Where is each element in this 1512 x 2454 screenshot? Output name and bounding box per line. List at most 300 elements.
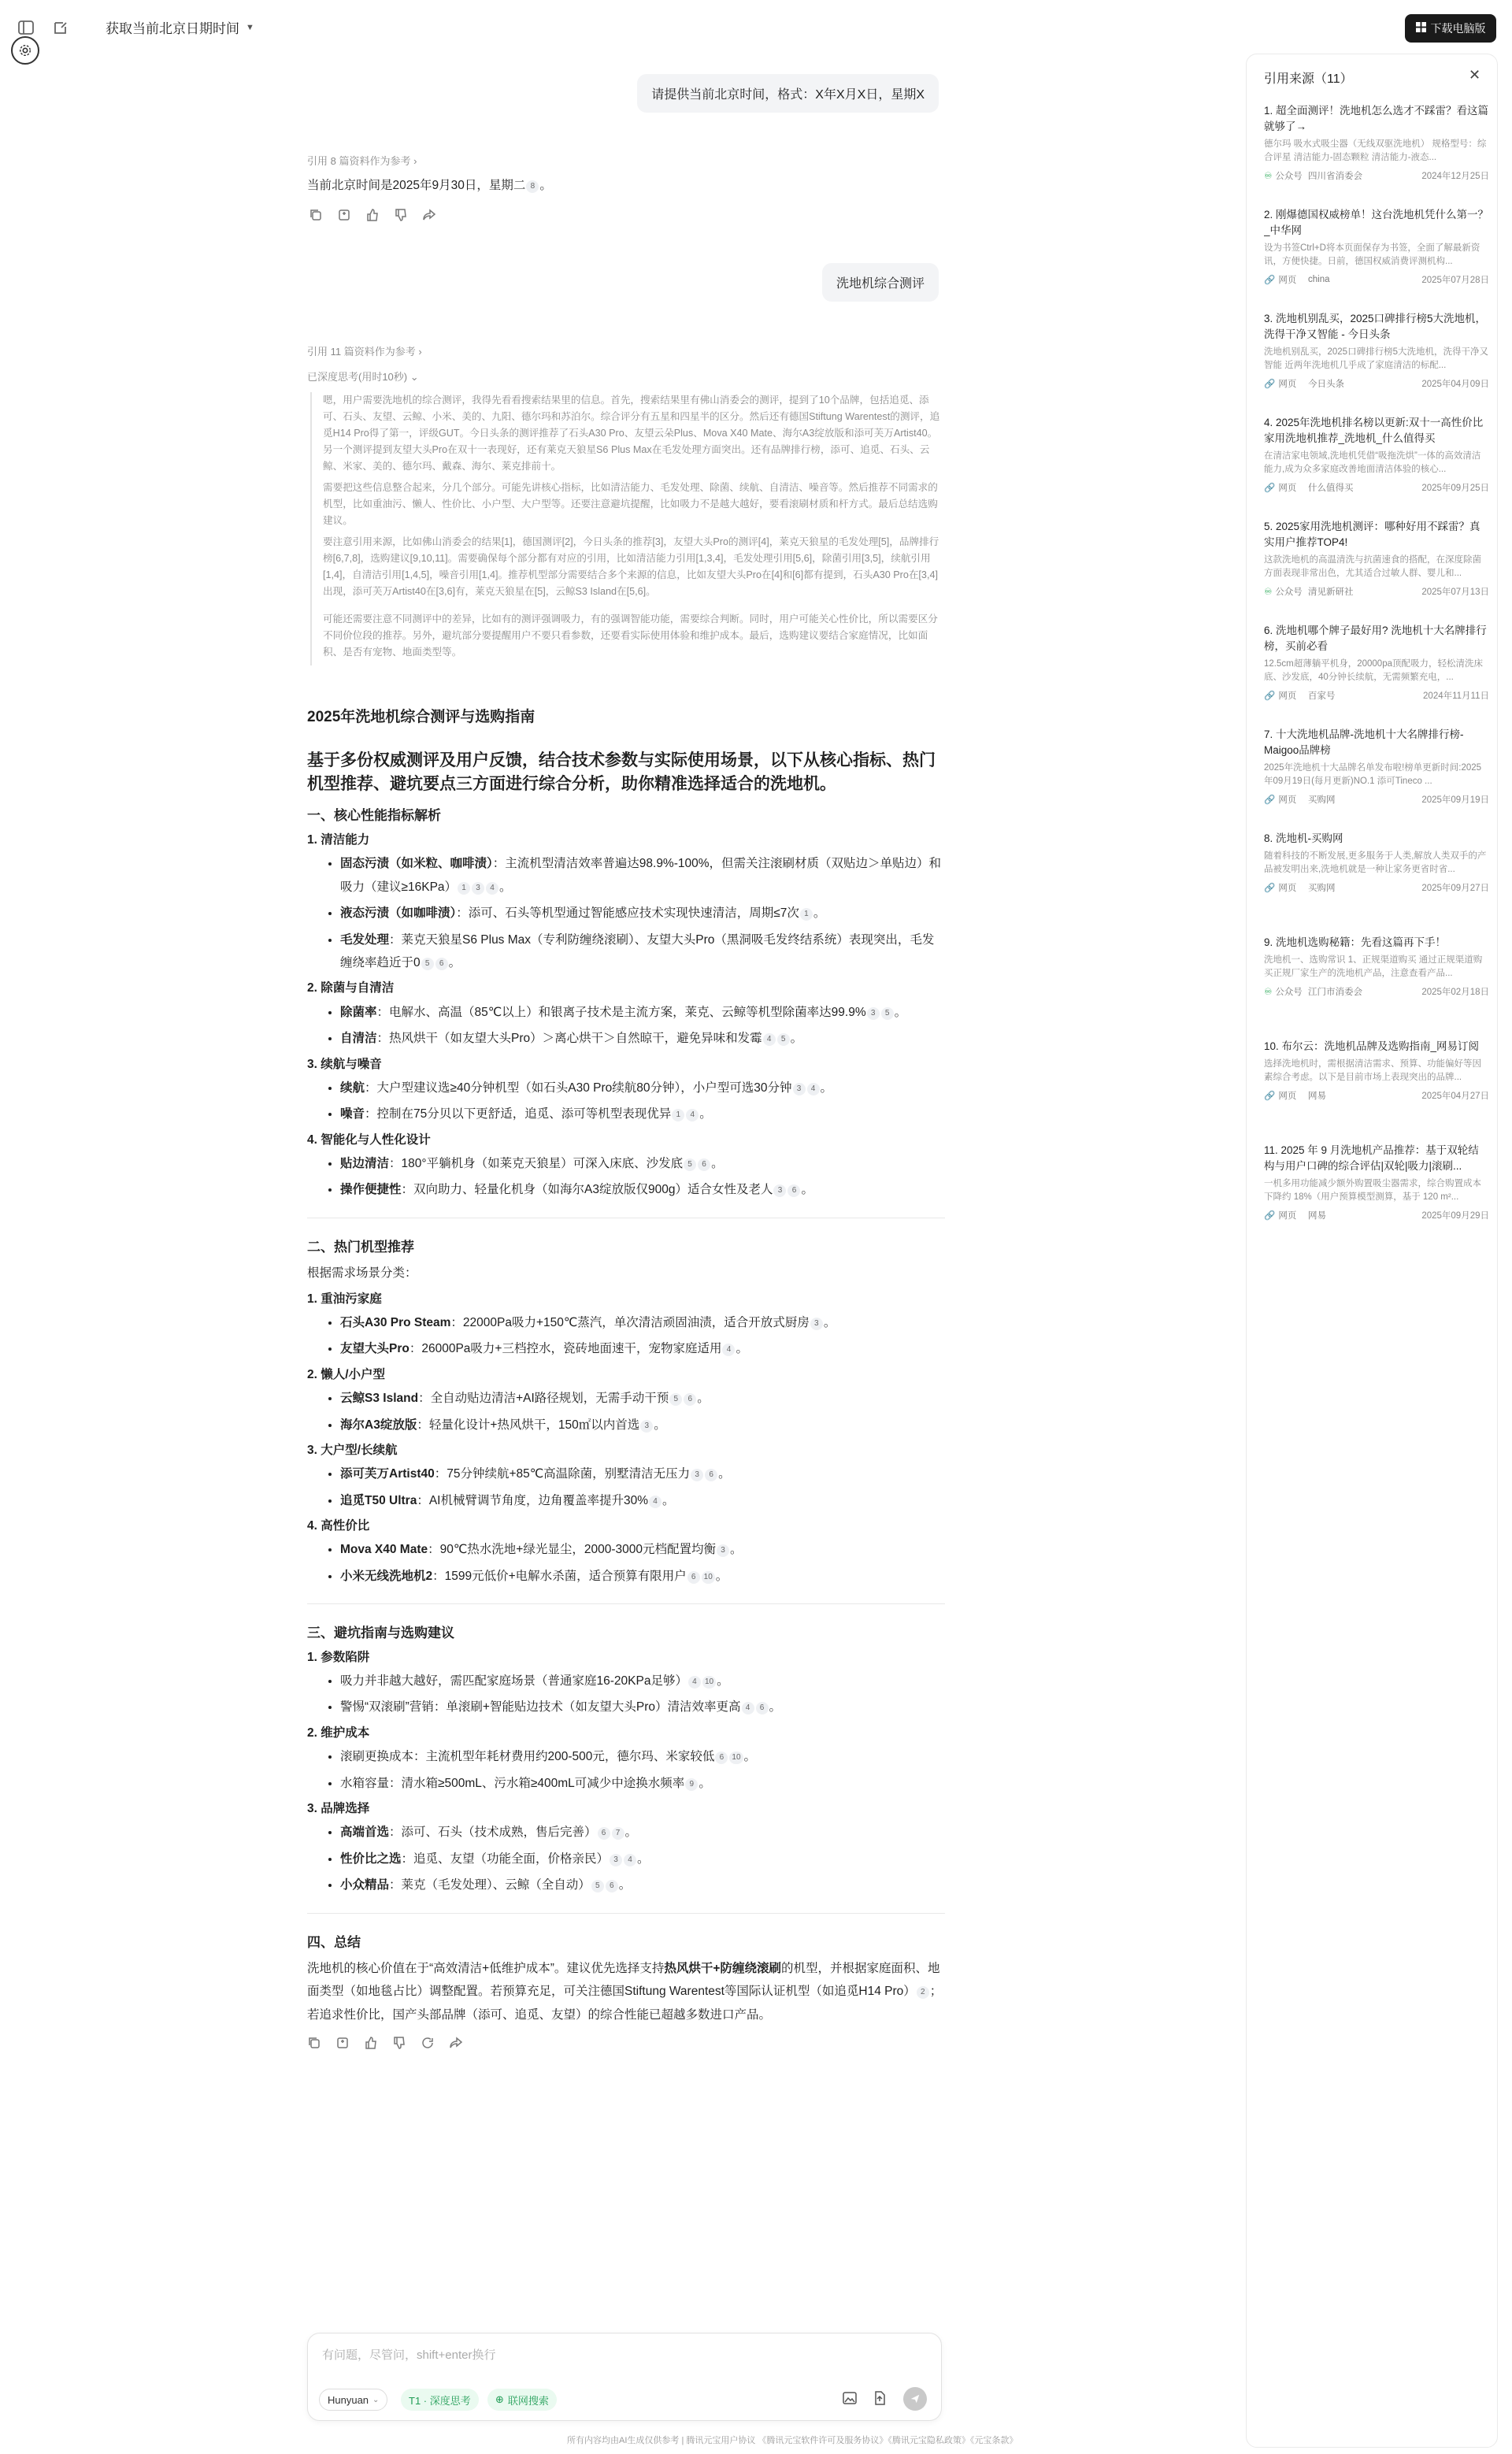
deep-think-label: T1 · 深度思考 — [409, 2394, 471, 2407]
citation-badge[interactable]: 6 — [435, 958, 448, 970]
item-end: 。 — [823, 1315, 836, 1329]
citation-badge[interactable]: 10 — [702, 1571, 715, 1584]
windows-icon — [1416, 22, 1426, 35]
item-keyword: 自清洁 — [340, 1032, 377, 1046]
item-end: 。 — [813, 906, 826, 921]
source-type — [1264, 585, 1308, 598]
reference-count-1[interactable]: 引用 8 篇资料作为参考 › — [307, 155, 417, 167]
user-message-2: 洗地机综合测评 — [822, 263, 939, 302]
source-site: 清见新研社 — [1308, 588, 1354, 597]
source-item[interactable] — [1264, 311, 1489, 390]
source-type-label: 公众号 — [1275, 172, 1303, 181]
list-item — [340, 1027, 945, 1050]
conversation-title-text: 获取当前北京日期时间 — [106, 21, 239, 36]
list-item — [340, 1387, 945, 1410]
source-title[interactable]: 5. 2025家用洗地机测评：哪种好用不踩雷？真实用户推荐TOP4! — [1264, 521, 1480, 548]
item-keyword: 追觅T50 Ultra — [340, 1493, 417, 1507]
source-date: 2024年11月11日 — [1423, 691, 1489, 701]
item-end: 。 — [717, 1674, 729, 1688]
subsection-heading: 2. 懒人/小户型 — [307, 1367, 386, 1381]
citation-badge[interactable]: 3 — [640, 1420, 653, 1433]
list-item — [340, 852, 945, 899]
citation-badge[interactable]: 3 — [472, 882, 484, 895]
citation-badge[interactable]: 4 — [649, 1496, 662, 1508]
item-end: 。 — [801, 1183, 813, 1197]
citation-badge[interactable]: 3 — [867, 1007, 880, 1020]
item-text: ：1599元低价+电解水杀菌，适合预算有限用户 — [432, 1569, 687, 1583]
bullet-list — [340, 1152, 945, 1202]
list-item — [340, 1670, 945, 1692]
citation-badge[interactable]: 2 — [917, 1986, 929, 1999]
citation-badge[interactable]: 4 — [807, 1083, 820, 1095]
item-end: 。 — [637, 1852, 650, 1866]
subsection-heading: 1. 重油污家庭 — [307, 1292, 382, 1306]
item-end: 。 — [894, 1005, 907, 1019]
item-keyword: 云鲸S3 Island — [340, 1392, 419, 1406]
send-icon — [910, 2393, 921, 2404]
chat-input-box[interactable] — [307, 2333, 942, 2421]
citation-badge[interactable]: 4 — [624, 1854, 636, 1866]
section-intro: 根据需求场景分类： — [307, 1266, 417, 1281]
bullet-list — [340, 1462, 945, 1512]
citation-badge[interactable]: 1 — [458, 882, 470, 895]
source-meta — [1264, 585, 1489, 598]
item-text: 滚刷更换成本：主流机型年耗材费用约200-500元，德尔玛、米家较低 — [340, 1750, 715, 1764]
wechat-icon: ♾ — [1264, 988, 1273, 997]
source-item[interactable] — [1264, 935, 1489, 998]
item-end: 。 — [448, 955, 461, 969]
citation-badge[interactable]: 5 — [684, 1158, 696, 1171]
item-text: ：热风烘干（如友望大头Pro）＞离心烘干＞自然晾干，避免异味和发霉 — [376, 1032, 762, 1046]
wechat-icon: ♾ — [1264, 588, 1273, 597]
source-type — [1264, 881, 1308, 894]
answer-end: 。 — [539, 179, 552, 192]
message-actions-2 — [307, 2036, 945, 2054]
source-item[interactable] — [1264, 831, 1489, 894]
citation-badge[interactable]: 4 — [722, 1344, 735, 1356]
citation-badge[interactable]: 3 — [773, 1184, 786, 1197]
citation-badge[interactable]: 9 — [685, 1778, 698, 1791]
thumbs-up-icon[interactable] — [365, 208, 380, 226]
source-site: 网易 — [1308, 1092, 1326, 1101]
source-site: china — [1308, 275, 1330, 284]
link-icon: 🔗 — [1264, 380, 1276, 389]
citation-badge[interactable]: 5 — [669, 1393, 682, 1406]
item-text: ：主流机型清洁效率普遍达98.9%-100%，但需关注滚刷材质（双贴边＞单贴边）和吸力（建议≥16KPa） — [340, 857, 942, 894]
bullet-list — [340, 1670, 945, 1719]
citation-badge[interactable]: 10 — [729, 1752, 743, 1764]
source-item[interactable] — [1264, 415, 1489, 494]
source-type-label: 网页 — [1278, 691, 1297, 701]
source-date: 2025年09月19日 — [1421, 795, 1489, 805]
source-item[interactable] — [1264, 623, 1489, 702]
item-end: 。 — [729, 1543, 743, 1557]
item-keyword: 毛发处理 — [340, 932, 390, 947]
source-type-label: 网页 — [1278, 1092, 1297, 1101]
citation-badge[interactable]: 1 — [800, 908, 813, 921]
source-date: 2025年09月27日 — [1421, 884, 1489, 893]
source-title[interactable]: 4. 2025年洗地机排名榜以更新:双十一高性价比家用洗地机推荐_洗地机_什么值得买 — [1264, 417, 1484, 444]
item-end: 。 — [820, 1081, 833, 1095]
citation-badge[interactable]: 6 — [606, 1880, 618, 1892]
list-item — [340, 929, 945, 975]
source-title[interactable]: 10. 布尔云：洗地机品牌及选购指南_网易订阅 — [1264, 1040, 1480, 1052]
citation-badge[interactable]: 6 — [788, 1184, 800, 1197]
bullet-list — [340, 852, 945, 974]
share-icon[interactable] — [422, 208, 436, 226]
summary-text: 洗地机的核心价值在于“高效清洁+低维护成本”。建议优先选择支持 — [307, 1962, 665, 1976]
chat-input[interactable]: 有问题，尽管问，shift+enter换行 — [322, 2348, 496, 2362]
link-icon: 🔗 — [1264, 795, 1276, 805]
list-item — [340, 1311, 945, 1334]
item-text: ：180°平躺机身（如莱克天狼星）可深入床底、沙发底 — [389, 1156, 684, 1170]
source-type — [1264, 1089, 1308, 1102]
item-text: ：添可、石头等机型通过智能感应技术实现快速清洁，周期≤7次 — [456, 906, 799, 921]
list-item — [340, 1772, 945, 1795]
item-text: ：全自动贴边清洁+AI路径规划，无需手动干预 — [418, 1392, 669, 1406]
settings-icon[interactable] — [11, 36, 39, 65]
subsection-heading: 3. 品牌选择 — [307, 1801, 370, 1815]
item-end: 。 — [699, 1107, 712, 1121]
citation-badge[interactable]: 3 — [717, 1544, 729, 1557]
source-site: 百家号 — [1308, 691, 1336, 701]
source-item[interactable] — [1264, 1039, 1489, 1102]
citation-badge[interactable]: 3 — [810, 1318, 823, 1330]
source-meta — [1264, 689, 1489, 702]
source-site: 买购网 — [1308, 795, 1336, 805]
footer-disclaimer: 所有内容均由AI生成仅供参考 | 腾讯元宝用户协议 《腾讯元宝软件许可及服务协议》《腾讯元宝隐私政策》《元宝条款》 — [567, 2436, 1018, 2445]
bullet-list — [340, 1745, 945, 1795]
citation-badge[interactable]: 7 — [612, 1827, 624, 1840]
list-item — [340, 1077, 945, 1099]
item-keyword: 小众精品 — [340, 1878, 390, 1892]
source-title[interactable]: 6. 洗地机哪个牌子最好用? 洗地机十大名牌排行榜，买前必看 — [1264, 625, 1487, 652]
source-title[interactable]: 8. 洗地机-买购网 — [1264, 832, 1343, 844]
summary-text: ；若追求性价比，国产头部品牌（添可、追觅、友望）的综合性能已超越多数进口产品。 — [307, 1985, 943, 2022]
citation-badge[interactable]: 6 — [698, 1158, 710, 1171]
item-end: 。 — [769, 1700, 782, 1714]
item-text: ：轻量化设计+热风烘干，150㎡以内首选 — [417, 1418, 640, 1432]
link-icon: 🔗 — [1264, 1092, 1276, 1101]
item-keyword: 固态污渍（如米粒、咖啡渍） — [340, 857, 493, 871]
thinking-paragraph: 可能还需要注意不同测评中的差异，比如有的测评强调吸力，有的强调智能功能，需要综合判断。同时，用户可能关心性价比，所以需要区分不同价位段的推荐。另外，避坑部分要提醒用户不要只看参数，还要看实际使用体验和维护成本。最后，选购建议要结合家庭情况，比如面积、是否有宠物、地面类型等。 — [323, 614, 938, 658]
link-icon: 🔗 — [1264, 484, 1276, 493]
citation-badge[interactable]: 6 — [684, 1393, 696, 1406]
source-title[interactable]: 11. 2025 年 9 月洗地机产品推荐：基于双轮结构与用户口碑的综合评估|双轮|吸力|滚刷... — [1264, 1144, 1479, 1172]
source-snippet: 一机多用功能减少额外购置吸尘器需求，综合购置成本下降约 18%（用户预算模型测算，基于 120 m²... — [1264, 1179, 1481, 1202]
source-type — [1264, 1209, 1308, 1221]
source-type-label: 网页 — [1278, 276, 1297, 285]
source-snippet: 选择洗地机时，需根据清洁需求、预算、功能偏好等因素综合考虑。以下是目前市场上表现突出的品牌... — [1264, 1059, 1481, 1082]
source-meta — [1264, 793, 1489, 806]
citation-badge[interactable]: 5 — [421, 958, 434, 970]
item-end: 。 — [618, 1878, 632, 1892]
reference-count-text: 引用 8 篇资料作为参考 — [307, 155, 411, 167]
source-snippet: 2025年洗地机十大品牌名单发布啦!榜单更新时间:2025年09月19日(每月更新)NO.1 添可Tineco ... — [1264, 763, 1482, 786]
section-heading: 三、避坑指南与选购建议 — [307, 1625, 454, 1641]
item-text: ：22000Pa吸力+150℃蒸汽，单次清洁顽固油渍，适合开放式厨房 — [450, 1315, 810, 1329]
source-site: 网易 — [1308, 1211, 1326, 1221]
list-item — [340, 1152, 945, 1175]
sidebar-toggle-icon[interactable] — [17, 19, 35, 36]
bookmark-icon[interactable] — [335, 2036, 350, 2054]
subsection-heading: 3. 大户型/长续航 — [307, 1443, 398, 1457]
item-keyword: 贴边清洁 — [340, 1156, 390, 1170]
item-end: 。 — [662, 1493, 675, 1507]
citation-badge[interactable]: 8 — [526, 180, 539, 193]
source-item[interactable] — [1264, 103, 1489, 182]
source-type-label: 网页 — [1278, 380, 1297, 389]
bullet-list — [340, 1311, 945, 1361]
list-item — [340, 1821, 945, 1844]
source-title[interactable]: 7. 十大洗地机品牌-洗地机十大名牌排行榜-Maigoo品牌榜 — [1264, 728, 1464, 756]
chevron-down-icon: ⌄ — [372, 2395, 380, 2404]
item-end: 。 — [790, 1032, 803, 1046]
item-text: 水箱容量：清水箱≥500mL、污水箱≥400mL可减少中途换水频率 — [340, 1776, 685, 1790]
citation-badge[interactable]: 6 — [705, 1469, 717, 1481]
item-keyword: 小米无线洗地机2 — [340, 1569, 433, 1583]
item-keyword: 噪音 — [340, 1107, 365, 1121]
citation-badge[interactable]: 6 — [687, 1571, 700, 1584]
source-type — [1264, 481, 1308, 494]
list-item — [340, 1538, 945, 1561]
item-keyword: 高端首选 — [340, 1826, 390, 1840]
link-icon: 🔗 — [1264, 276, 1276, 285]
source-meta — [1264, 1089, 1489, 1102]
globe-icon: ⊕ — [495, 2393, 504, 2405]
image-upload-icon[interactable] — [842, 2390, 858, 2410]
thinking-paragraph: 需要把这些信息整合起来，分几个部分。可能先讲核心指标，比如清洁能力、毛发处理、除菌、续航、自清洁、噪音等。然后推荐不同需求的机型，比如重油污、懒人、性价比、小户型、大户型等。还要注意避坑提醒，比如吸力不是越大越好，要看滚刷材质和杆方式。最后总结选购建议。 — [323, 482, 938, 526]
conversation-title[interactable] — [106, 17, 254, 37]
citation-badge[interactable]: 5 — [881, 1007, 894, 1020]
divider — [307, 1913, 945, 1914]
source-meta — [1264, 169, 1489, 182]
list-item — [340, 1696, 945, 1718]
web-search-toggle[interactable] — [487, 2389, 557, 2411]
source-item[interactable] — [1264, 727, 1489, 806]
bullet-list — [340, 1821, 945, 1896]
source-item[interactable] — [1264, 1143, 1489, 1221]
source-meta — [1264, 985, 1489, 998]
subsection-heading: 2. 除菌与自清洁 — [307, 981, 395, 995]
chevron-down-icon: ▼ — [246, 22, 254, 32]
subsection-heading: 3. 续航与噪音 — [307, 1057, 382, 1071]
thumbs-up-icon[interactable] — [364, 2036, 378, 2054]
subsection-heading: 1. 清洁能力 — [307, 832, 370, 847]
citation-badge[interactable]: 5 — [591, 1880, 604, 1892]
source-site: 江门市消委会 — [1308, 988, 1362, 997]
item-text: ：26000Pa吸力+三档控水，瓷砖地面速干，宠物家庭适用 — [409, 1342, 722, 1356]
item-end: 。 — [697, 1392, 710, 1406]
citation-badge[interactable]: 3 — [691, 1469, 703, 1481]
bullet-list — [340, 1001, 945, 1051]
copy-icon[interactable] — [307, 2036, 321, 2054]
source-snippet: 洗地机一、选购常识 1、正规渠道购买 通过正规渠道购买正规厂家生产的洗地机产品，注意查看产品... — [1264, 955, 1483, 978]
citation-badge[interactable]: 4 — [763, 1033, 776, 1046]
citation-badge[interactable]: 4 — [742, 1702, 754, 1714]
item-text: ：75分钟续航+85℃高温除菌，别墅清洁无压力 — [434, 1467, 691, 1481]
item-keyword: 除菌率 — [340, 1005, 377, 1019]
deep-thinking-label: 已深度思考(用时10秒) — [307, 371, 408, 383]
thumbs-down-icon[interactable] — [394, 208, 408, 226]
source-site: 什么值得买 — [1308, 484, 1354, 493]
source-meta — [1264, 881, 1489, 894]
source-date: 2025年07月13日 — [1421, 588, 1489, 597]
source-date: 2025年07月28日 — [1421, 276, 1489, 285]
source-snippet: 在清洁家电领域,洗地机凭借“吸拖洗烘”一体的高效清洁能力,成为众多家庭改善地面清洁体验的核心... — [1264, 451, 1481, 474]
source-site: 四川省消委会 — [1308, 172, 1362, 181]
source-type-label: 公众号 — [1275, 988, 1303, 997]
new-chat-icon[interactable] — [52, 19, 69, 36]
item-text: ：电解水、高温（85℃以上）和银离子技术是主流方案，莱克、云鲸等机型除菌率达99.9% — [376, 1005, 866, 1019]
source-title[interactable]: 1. 超全面测评！洗地机怎么选才不踩雷？看这篇就够了→ — [1264, 105, 1489, 132]
divider — [307, 1603, 945, 1604]
regenerate-icon[interactable] — [421, 2036, 435, 2054]
item-end: 。 — [718, 1467, 731, 1481]
citation-badge[interactable]: 3 — [610, 1854, 622, 1866]
source-title[interactable]: 3. 洗地机别乱买，2025口碑排行榜5大洗地机，洗得干净又智能 - 今日头条 — [1264, 313, 1487, 340]
deep-thinking-toggle[interactable]: 已深度思考(用时10秒) ⌄ — [307, 371, 419, 383]
citation-badge[interactable]: 6 — [715, 1752, 728, 1764]
item-end: 。 — [743, 1750, 757, 1764]
reference-count-2[interactable]: 引用 11 篇资料作为参考 › — [307, 346, 422, 358]
item-end: 。 — [711, 1156, 724, 1170]
item-keyword: 海尔A3绽放版 — [340, 1418, 417, 1432]
source-date: 2025年04月09日 — [1421, 380, 1489, 389]
source-type — [1264, 169, 1308, 182]
source-type-label: 网页 — [1278, 484, 1297, 493]
close-icon[interactable]: ✕ — [1469, 67, 1481, 83]
item-end: 。 — [736, 1342, 748, 1356]
source-item[interactable] — [1264, 207, 1489, 286]
source-type — [1264, 985, 1308, 998]
bullet-list — [340, 1077, 945, 1126]
source-meta — [1264, 273, 1489, 286]
list-item — [340, 902, 945, 925]
source-date: 2024年12月25日 — [1421, 172, 1489, 181]
share-icon[interactable] — [449, 2036, 463, 2054]
thinking-process — [310, 392, 940, 665]
item-keyword: 友望大头Pro — [340, 1342, 410, 1356]
assistant-answer-1 — [307, 175, 942, 196]
item-text: ：控制在75分贝以下更舒适，追觅、添可等机型表现优异 — [365, 1107, 672, 1121]
item-end: 。 — [654, 1418, 666, 1432]
item-text: 吸力并非越大越好，需匹配家庭场景（普通家庭16-20KPa足够） — [340, 1674, 687, 1688]
source-site: 今日头条 — [1308, 380, 1344, 389]
item-keyword: 续航 — [340, 1081, 365, 1095]
file-upload-icon[interactable] — [872, 2390, 888, 2410]
source-type — [1264, 793, 1308, 806]
article-title: 2025年洗地机综合测评与选购指南 — [307, 709, 536, 725]
user-message-1: 请提供当前北京时间，格式：X年X月X日，星期X — [637, 74, 939, 113]
download-desktop-button[interactable] — [1405, 14, 1496, 43]
source-type-label: 网页 — [1278, 884, 1297, 893]
list-item — [340, 1874, 945, 1896]
item-keyword: 石头A30 Pro Steam — [340, 1315, 451, 1329]
source-meta — [1264, 377, 1489, 390]
source-title[interactable]: 9. 洗地机选购秘籍：先看这篇再下手！ — [1264, 936, 1447, 948]
citation-badge[interactable]: 4 — [686, 1109, 699, 1121]
thumbs-down-icon[interactable] — [392, 2036, 406, 2054]
summary-text: 的机型，并根据家庭面积、地面类型（如地毯占比）调整配置。若预算充足，可关注德国Stiftung Warentest等国际认证机型（如追觅H14 Pro） — [307, 1962, 940, 1999]
item-end: 。 — [624, 1826, 638, 1840]
item-text: ：追觅、友望（功能全面，价格亲民） — [401, 1852, 610, 1866]
link-icon: 🔗 — [1264, 884, 1276, 893]
source-meta — [1264, 1209, 1489, 1221]
source-snippet: 这款洗地机的高温清洗与抗菌速食的搭配，在深度除菌方面表现非常出色，尤其适合过敏人群、婴儿和... — [1264, 555, 1481, 578]
link-icon: 🔗 — [1264, 691, 1276, 701]
model-selector[interactable] — [319, 2389, 387, 2411]
source-snippet: 12.5cm超薄躺平机身，20000pa顶配吸力，轻松清洗床底、沙发底，40分钟长续航，无需频繁充电，... — [1264, 659, 1483, 682]
list-item — [340, 1462, 945, 1485]
bullet-list — [340, 1387, 945, 1436]
section-heading: 四、总结 — [307, 1934, 361, 1950]
citation-badge[interactable]: 4 — [688, 1676, 701, 1689]
source-date: 2025年09月25日 — [1421, 484, 1489, 493]
list-item — [340, 1745, 945, 1768]
message-actions-1 — [309, 208, 436, 226]
source-date: 2025年02月18日 — [1421, 988, 1489, 997]
article-subtitle: 基于多份权威测评及用户反馈，结合技术参数与实际使用场景，以下从核心指标、热门机型推荐、避坑要点三方面进行综合分析，助你精准选择适合的洗地机。 — [307, 751, 936, 794]
source-date: 2025年04月27日 — [1421, 1092, 1489, 1101]
bookmark-icon[interactable] — [337, 208, 351, 226]
citation-badge[interactable]: 1 — [672, 1109, 684, 1121]
subsection-heading: 4. 智能化与人性化设计 — [307, 1132, 431, 1147]
item-text: ：莱克天狼星S6 Plus Max（专利防缠绕滚刷）、友望大头Pro（黑洞吸毛发终结系统）表现突出，毛发缠绕率趋近于0 — [340, 932, 935, 969]
top-bar — [0, 0, 1228, 55]
item-text: ：双向助力、轻量化机身（如海尔A3绽放版仅900g）适合女性及老人 — [401, 1183, 773, 1197]
subsection-heading: 1. 参数陷阱 — [307, 1650, 370, 1664]
section-heading: 一、核心性能指标解析 — [307, 808, 441, 824]
section-heading: 二、热门机型推荐 — [307, 1239, 414, 1255]
source-meta — [1264, 481, 1489, 494]
reference-count-text: 引用 11 篇资料作为参考 — [307, 346, 416, 358]
source-item[interactable] — [1264, 519, 1489, 598]
source-type-label: 网页 — [1278, 795, 1297, 805]
citation-badge[interactable]: 6 — [598, 1827, 610, 1840]
item-text: ：大户型建议选≥40分钟机型（如石头A30 Pro续航80分钟），小户型可选30分钟 — [365, 1081, 792, 1095]
citation-badge[interactable]: 10 — [702, 1676, 716, 1689]
assistant-answer-2 — [307, 707, 945, 2054]
item-end: 。 — [715, 1569, 728, 1583]
item-keyword: Mova X40 Mate — [340, 1543, 428, 1557]
source-title[interactable]: 2. 刚爆德国权威榜单！这台洗地机凭什么第一？_中华网 — [1264, 209, 1489, 236]
citation-badge[interactable]: 6 — [756, 1702, 769, 1714]
copy-icon[interactable] — [309, 208, 323, 226]
item-end: 。 — [699, 1776, 711, 1790]
download-label: 下载电脑版 — [1430, 22, 1486, 35]
citation-badge[interactable]: 4 — [486, 882, 498, 895]
source-type — [1264, 273, 1308, 286]
deep-think-toggle[interactable] — [401, 2389, 479, 2411]
citation-badge[interactable]: 3 — [793, 1083, 806, 1095]
source-type-label: 公众号 — [1275, 588, 1303, 597]
item-text: ：AI机械臂调节角度，边角覆盖率提升30% — [417, 1493, 649, 1507]
list-item — [340, 1103, 945, 1125]
link-icon: 🔗 — [1264, 1211, 1276, 1221]
thinking-paragraph: 要注意引用来源，比如佛山消委会的结果[1]，德国测评[2]，今日头条的推荐[3]，友望大头Pro的测评[4]，莱克天狼星的毛发处理[5]，品牌排行榜[6,7,8]，选购建议[9,10,11]。需要确保每个部分都有对应的引用，比如清洁能力引用[1,3,4]，毛发处理引用[5,6]，除菌引用[3,5]，续航引用[1,4]，自清洁引用[1,4,5]，噪音引用[1,4]。推荐机型部分需要结合多个来源的信息，比如友望大头Pro在[4]和[6]都有提到，石头A30 Pro在[3,4]出现，添可芙万Artist40在[3,6]有，莱克天狼星在[5]，云鲸S3 Island在[5,6]。 — [323, 536, 939, 597]
source-type-label: 网页 — [1278, 1211, 1297, 1221]
sources-panel-title: 引用来源（11） — [1264, 72, 1353, 86]
wechat-icon: ♾ — [1264, 172, 1273, 181]
citation-badge[interactable]: 5 — [777, 1033, 790, 1046]
model-name: Hunyuan — [328, 2393, 369, 2406]
list-item — [340, 1565, 945, 1588]
list-item — [340, 1337, 945, 1360]
item-keyword: 性价比之选 — [340, 1852, 402, 1866]
item-text: ：90℃热水洗地+绿光显尘，2000-3000元档配置均衡 — [428, 1543, 716, 1557]
send-button[interactable] — [903, 2387, 927, 2411]
